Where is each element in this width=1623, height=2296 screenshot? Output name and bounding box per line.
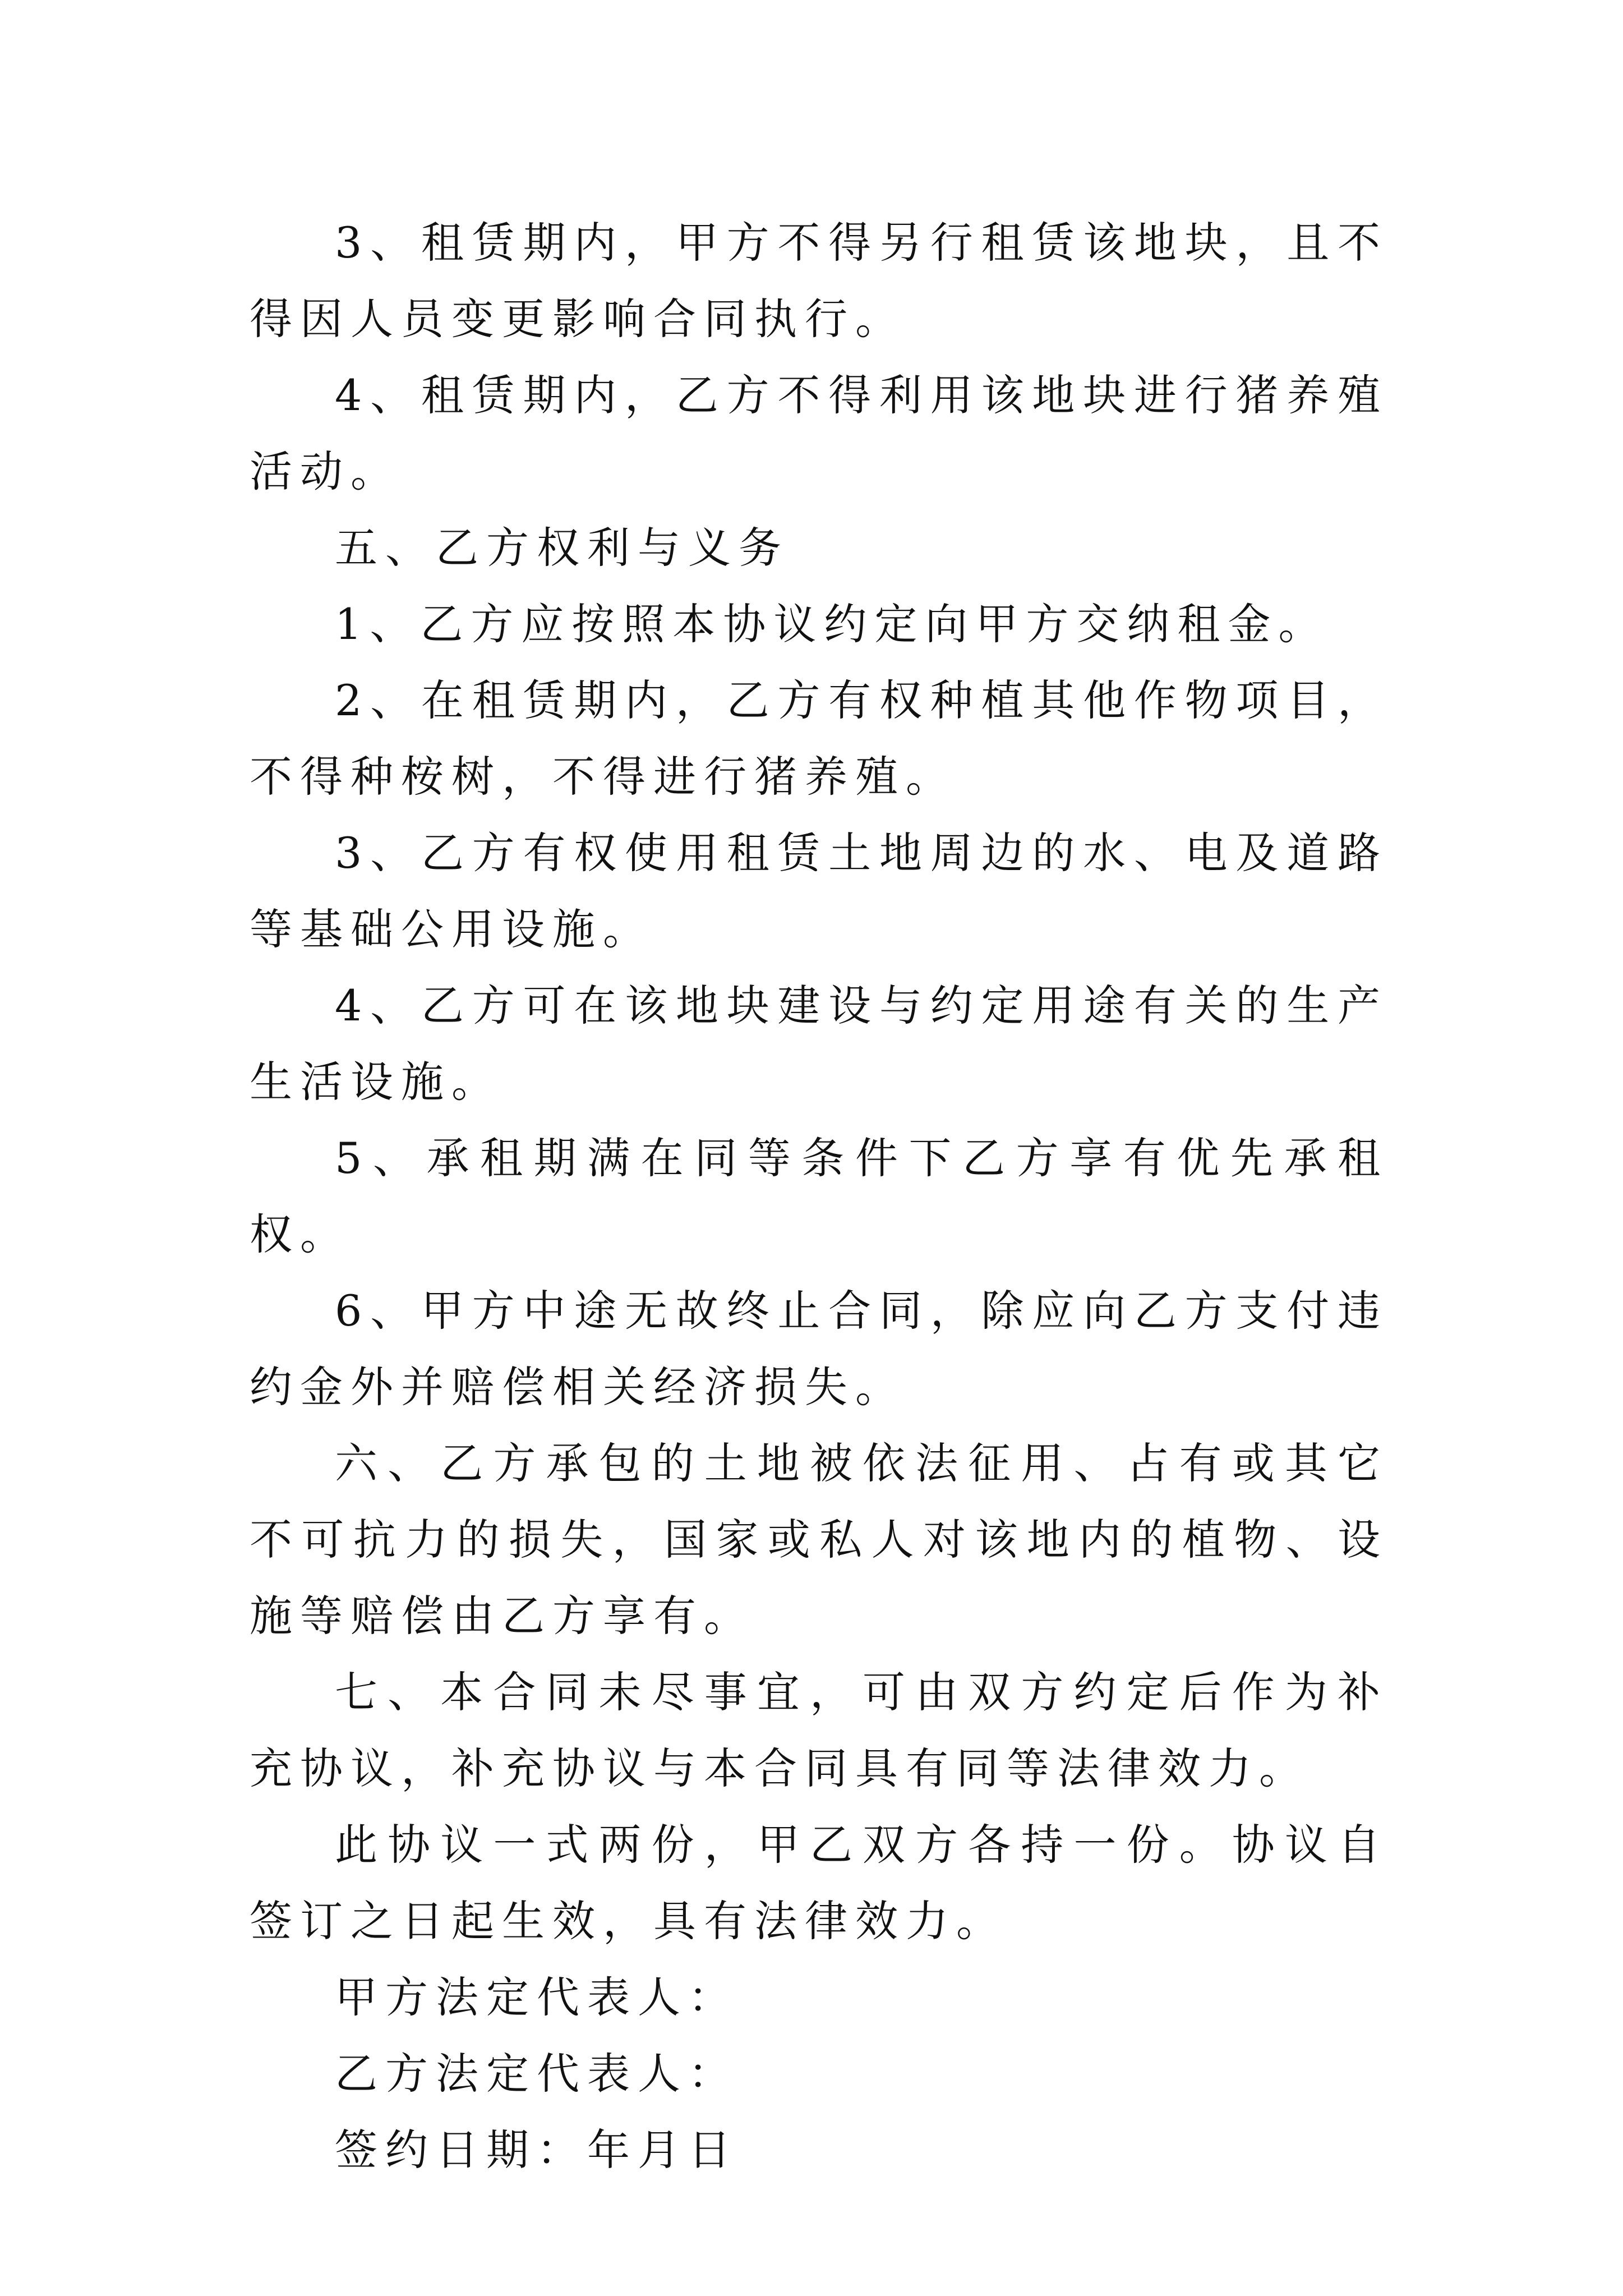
clause-4-4: 4、租赁期内，乙方不得利用该地块进行猪养殖活动。 <box>250 370 1388 496</box>
party-b-signature-line: 乙方法定代表人： <box>335 2049 739 2099</box>
copies-clause: 此协议一式两份，甲乙双方各持一份。协议自签订之日起生效，具有法律效力。 <box>250 1820 1388 1946</box>
clause-5-5: 5、承租期满在同等条件下乙方享有优先承租权。 <box>250 1133 1388 1259</box>
section-heading-5: 五、乙方权利与义务 <box>335 523 789 573</box>
clause-5-1: 1、乙方应按照本协议约定向甲方交纳租金。 <box>335 599 1329 649</box>
signing-date-line: 签约日期：年月日 <box>335 2125 739 2175</box>
clause-4-3: 3、租赁期内，甲方不得另行租赁该地块，且不得因人员变更影响合同执行。 <box>250 218 1388 344</box>
document-body <box>250 205 1388 2188</box>
clause-5-6: 6、甲方中途无故终止合同，除应向乙方支付违约金外并赔偿相关经济损失。 <box>250 1286 1388 1412</box>
section-7: 七、本合同未尽事宜，可由双方约定后作为补充协议，补充协议与本合同具有同等法律效力。 <box>250 1667 1388 1793</box>
section-6: 六、乙方承包的土地被依法征用、占有或其它不可抗力的损失，国家或私人对该地内的植物、设施等赔偿由乙方享有。 <box>250 1438 1388 1641</box>
clause-5-3: 3、乙方有权使用租赁土地周边的水、电及道路等基础公用设施。 <box>250 828 1388 954</box>
clause-5-2: 2、在租赁期内，乙方有权种植其他作物项目，不得种桉树，不得进行猪养殖。 <box>250 675 1388 802</box>
party-a-signature-line: 甲方法定代表人： <box>335 1972 739 2022</box>
clause-5-4: 4、乙方可在该地块建设与约定用途有关的生产生活设施。 <box>250 981 1388 1107</box>
